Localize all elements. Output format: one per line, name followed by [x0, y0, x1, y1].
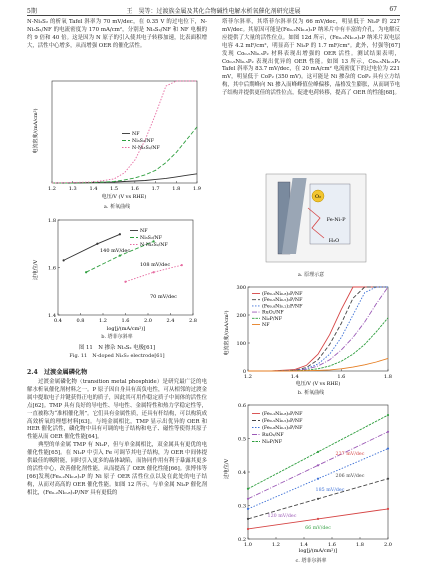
x-tick-label: 1.2: [244, 374, 252, 380]
data-point: [63, 259, 65, 261]
h2o-label: H₂O: [328, 238, 340, 244]
fig11b-series: [63, 233, 183, 283]
data-point: [85, 271, 87, 273]
fig12c-legend: [252, 410, 303, 445]
fig12b-chart: [222, 281, 400, 389]
slope-annotation: 227 mV/dec: [335, 452, 365, 457]
x-tick-label: 0.4: [54, 318, 62, 324]
data-point: [247, 528, 249, 530]
o2-label: O₂: [314, 194, 322, 200]
legend-label: (Fe₀.₈Ni₀.₂)₂P/NF: [262, 304, 303, 310]
paragraph: 典型的单金属 TMP 有 Ni₂P，但与单金属相比，双金属具有更优的电催化性能[65]。在 Ni₂P 中引入 Fe 可调节其电子结构，为 OER 中间体提供最佳的吸附能，同时引入更多的晶体缺陷，而协同作用有利于暴露其更多的活性中心，改善催化剂性能，从而提高了 OER 催化性能[66]。张博伟等[66]发现(Fe₀.₂Ni₀.₈)₂P 的 Ni 原子 OER 活性位点以及在此处的电子结构，从而对高高的 OER 催化性能。如图 12 所示，与单金属 Ni₂P 催化剂相比，(Fe₀.₂Ni₀.₈)₂P/NF 具有更低的: [27, 442, 207, 496]
fig12b-legend: [252, 290, 303, 328]
data-point: [387, 478, 389, 480]
y-tick-label: 0.5: [238, 436, 246, 443]
data-point: [387, 414, 389, 416]
x-tick-label: 2.8: [189, 318, 197, 324]
fig12c-caption: c. 塔菲尔斜率: [295, 558, 327, 564]
fig12b-ylabel: 电流密度/(mA/cm²): [224, 310, 230, 356]
legend-label: NF: [132, 132, 140, 137]
x-tick-label: 2.0: [144, 318, 152, 324]
fig11-title-cn: 图 11 N 掺杂 Ni₃S₂ 电极[61]: [78, 345, 156, 351]
x-tick-label: 1.8: [356, 542, 364, 548]
fig11b-ylabel: 过电位/V: [33, 259, 39, 281]
fig12a-schematic: [248, 168, 378, 270]
y-tick-label: 1.4: [48, 313, 56, 319]
legend-label: (Fe₀.₂Ni₀.₈)₂P/NF: [262, 412, 303, 417]
series-line: [52, 174, 197, 183]
x-tick-label: 1.5: [110, 186, 119, 192]
x-tick-label: 1.8: [172, 186, 181, 192]
legend-label: Ni₂P/NF: [262, 440, 283, 445]
x-tick-label: 2.4: [166, 318, 175, 324]
x-tick-label: 1.4: [300, 542, 308, 548]
legend-label: Ni₃S₂/NF: [132, 139, 155, 144]
data-point: [387, 431, 389, 433]
legend-label: RuO₂/NF: [262, 310, 284, 316]
fig11b-xlabel: log[j/(mA/cm²)]: [106, 326, 146, 332]
data-point: [247, 508, 249, 510]
section-heading: 2.4 过渡金属磷化物: [27, 369, 88, 376]
slope-annotation: 206 mV/dec: [335, 474, 365, 479]
fig11b-chart: [30, 212, 205, 334]
paragraph: N-Ni₃S₂ 的析氧 Tafel 斜率为 70 mV/dec，在 0.35 V 的过电位下，N-Ni₃S₂/NF 的电流密度为 170 mA/cm²，分别是 Ni₃S₂/NF 和 NF 电极的约 9 倍和 40 倍。这是因为 N 原子的引入使其电子转移加速，比表面积增大，活性中心增多，从而增强 OER 的催化活性。: [27, 19, 207, 49]
x-tick-label: 1.3: [68, 186, 77, 192]
legend-label: (Fe₀.₅Ni₀.₅)₂P/NF: [262, 419, 303, 424]
series-line: [52, 81, 197, 183]
fig11-title-en: Fig. 11 N-doped Ni₃S₂ electrode[61]: [69, 353, 165, 359]
fig12c-xticks: [244, 537, 392, 548]
y-tick-label: 0: [242, 369, 246, 375]
data-point: [247, 488, 249, 490]
y-tick-label: 100: [236, 341, 246, 347]
x-tick-label: 1.2: [48, 186, 56, 192]
x-tick-label: 1.6: [328, 542, 336, 548]
running-title: 王 昊等：过渡族金属及其化合物碱性电解水析氧催化剂研究进展: [126, 8, 301, 15]
x-tick-label: 1.4: [290, 374, 299, 380]
fig11a-ylabel: 电流密度/(mA/cm²): [33, 108, 39, 154]
legend-label: (Fe₀.₅Ni₀.₅)₂P/NF: [262, 298, 303, 304]
data-point: [96, 243, 98, 245]
left-col-bottom-text: [27, 379, 207, 498]
y-tick-label: 0.4: [238, 470, 246, 476]
fig12a-caption: a. 原理示意: [297, 272, 325, 278]
fig11a-chart: [30, 73, 205, 203]
data-point: [247, 498, 249, 500]
y-tick-label: 1.8: [48, 218, 56, 224]
data-point: [119, 255, 121, 257]
x-tick-label: 0.8: [76, 318, 85, 324]
x-tick-label: 1.6: [337, 374, 346, 380]
right-col-top-text: [222, 19, 400, 98]
fig11a-frame: [52, 81, 197, 183]
legend-label: Ni₃S₂/NF: [140, 236, 163, 241]
x-tick-label: 1.8: [384, 374, 392, 380]
y-tick-label: 1.6: [48, 265, 56, 272]
fig11b-legend: [130, 228, 168, 248]
x-tick-label: 1.0: [244, 542, 252, 548]
data-point: [181, 264, 183, 266]
y-tick-label: 200: [236, 313, 246, 319]
data-point: [317, 518, 319, 520]
data-point: [387, 447, 389, 449]
data-point: [247, 518, 249, 520]
slope-annotation: 120 mV/dec: [267, 514, 297, 519]
slope-annotation: 185 mV/dec: [315, 488, 345, 493]
x-tick-label: 1.6: [121, 318, 130, 324]
legend-label: (Fe₀.₈Ni₀.₂)₂P/NF: [262, 426, 303, 431]
y-tick-label: 0.6: [238, 403, 246, 409]
legend-label: N-Ni₃S₂/NF: [132, 146, 160, 151]
slope-annotation: 66 mV/dec: [305, 526, 331, 531]
data-point: [317, 464, 319, 466]
x-tick-label: 1.9: [193, 186, 201, 192]
data-point: [317, 478, 319, 480]
x-tick-label: 1.2: [272, 542, 280, 548]
x-tick-label: 1.7: [151, 186, 160, 192]
legend-label: Ni₂P/NF: [262, 316, 283, 322]
left-col-top-text: [27, 19, 207, 51]
y-tick-label: 0.3: [238, 503, 246, 510]
fig11b-xticks: [54, 313, 197, 324]
x-tick-label: 1.4: [89, 186, 98, 192]
paragraph: 塔菲尔斜率，其塔菲尔斜率仅为 66 mV/dec，明显低于 Ni₂P 的 227 mV/dec。其原因可能是(Fe₀.₂Ni₀.₈)₂P 纳米片中有丰富的介孔，为电解反应提供了大量的活性位点。如图 12d 所示，(Fe₀.₂Ni₀.₈)₂P 纳米片双电层电容 4.2 mF/cm²，明显高于 Ni₂P 的 1.7 mF/cm²。此外，付强等[67]发现 Co₀.₅Ni₀.₅P₂ 材料表现出增强的 OER 活性。测试结果表明，Co₀.₅Ni₀.₅P₂ 表现出优异的 OER 性能。如图 13 所示，Co₀.₅Ni₀.₅P₂ Tafel 斜率为 83.7 mV/dec，在 20 mA/cm² 电流密度下的过电位为 221 mV，明显低于 CoP₂ (350 mV)。这可能是 Ni 掺杂的 CoP₂ 具有立方结构，其中后期峰向 Ni 掺入而峰峰值位峰偏移，晶格发生膨胀，从而调节电子结构并提供更佳的活性位点，促进电荷转移，提高了 OER 的性能[68]。: [222, 19, 400, 97]
legend-label: RuO₂/NF: [262, 433, 284, 438]
x-tick-label: 1.6: [130, 186, 139, 192]
series-line: [52, 127, 197, 183]
fig11b-ann-1: 140 mV/dec: [100, 248, 131, 254]
fig11b-caption: b. 塔菲尔斜率: [101, 334, 133, 340]
fig11b-ann-2: 108 mV/dec: [140, 262, 171, 268]
y-tick-label: 300: [236, 285, 246, 291]
page-number: 67: [389, 6, 397, 13]
fig11a-xlabel: 电压/V (V vs RHE): [101, 194, 147, 200]
fe-ni-p-label: Fe-Ni-P: [326, 217, 346, 223]
fig11b-ann-3: 70 mV/dec: [150, 294, 177, 300]
data-point: [153, 271, 155, 273]
x-tick-label: 2.0: [384, 542, 392, 548]
legend-label: NF: [140, 229, 148, 234]
fig11a-series: [52, 81, 197, 183]
fig11a-caption: a. 析氧曲线: [103, 204, 131, 210]
fig11a-legend: [122, 131, 160, 151]
x-tick-label: 1.2: [99, 318, 107, 324]
data-point: [317, 451, 319, 453]
data-point: [119, 233, 121, 235]
fig12b-caption: b. 析氧曲线: [297, 390, 325, 396]
paragraph: 过渡金属磷化物（transition metal phosphide）是研究最广泛的电解水析氧催化剂材料之一。P 原子因自身具有高负电性，可从相邻的过渡金属中提取电子并键获得正电的质子，因此其可用作稳定质子中间体的活性位点[62]。TMP 具有良好的导电性、导电性、金属特性和热力学稳定性等，一直被称为“准相催化剂”。它们具有金属性质，还具有杆结构，可以构筑成高效析氧的理想材料[63]。与纯金属相比，TMP 显示出优异的 OER 和 HER 催化活性，磷化物中具有可调的电子结构和电子、磁性等使得其原子性能从而 OER 催化性能[64]。: [27, 379, 207, 441]
legend-label: (Fe₀.₂Ni₀.₈)₂P/NF: [262, 292, 303, 297]
fig12c-ylabel: 过电位/V: [224, 458, 230, 480]
legend-label: NF: [262, 323, 270, 328]
legend-label: N-Ni₃S₂/NF: [140, 243, 168, 248]
fig12b-xlabel: 电压/V (V vs RHE): [295, 381, 341, 387]
data-point: [317, 498, 319, 500]
header-rule: [27, 15, 400, 16]
y-tick-label: 0.2: [238, 537, 246, 543]
data-point: [124, 281, 126, 283]
issue-number: 5期: [27, 8, 37, 15]
fig12c-series: [247, 414, 389, 530]
fig12c-chart: [222, 399, 400, 557]
fig12c-xlabel: log[j/(mA/cm²)]: [298, 548, 338, 554]
data-point: [387, 508, 389, 510]
